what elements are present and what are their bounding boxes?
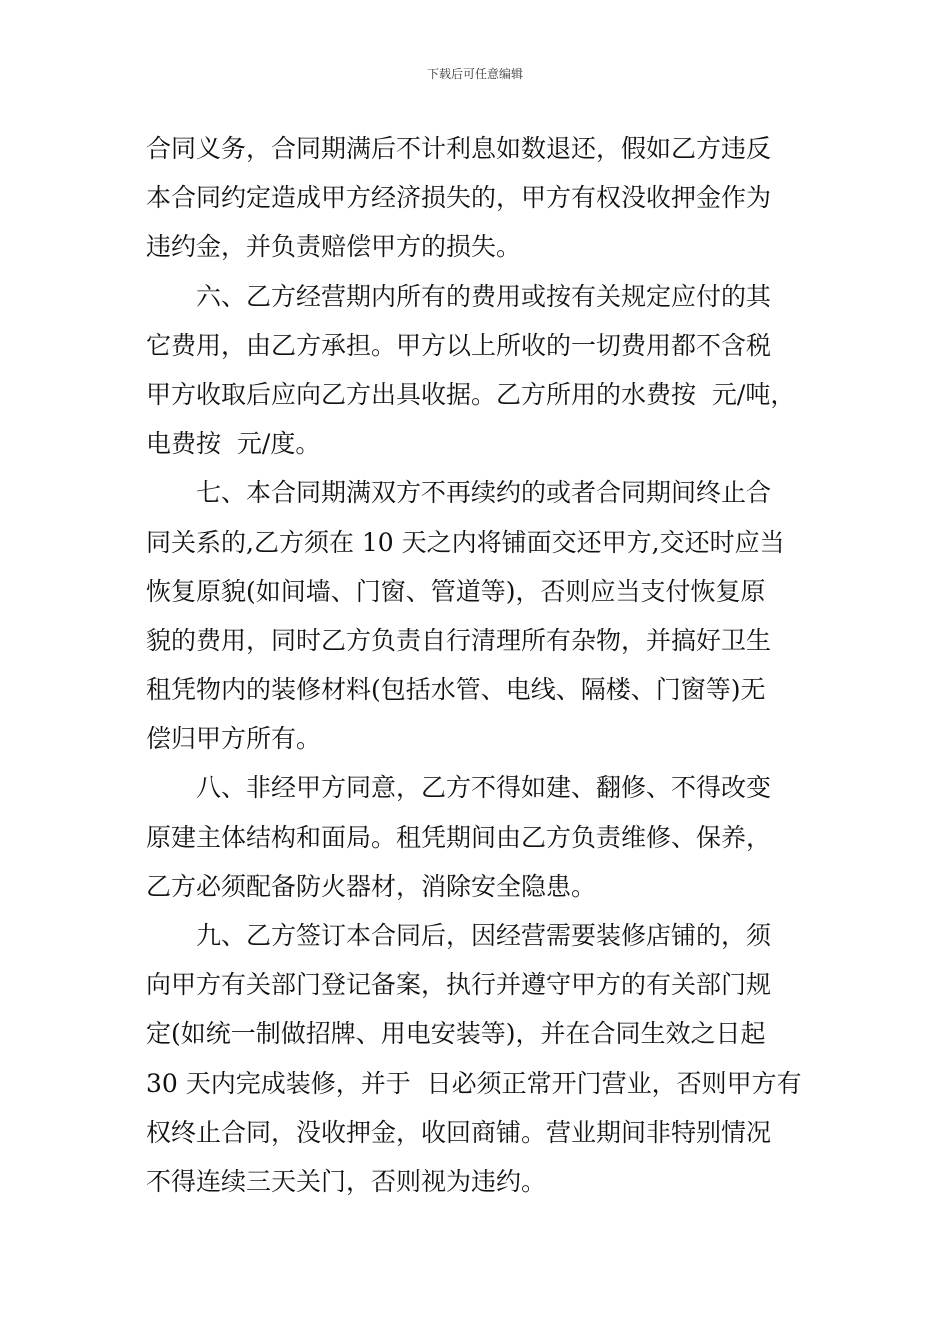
paragraph-line: 电费按 元/度。 <box>146 429 321 459</box>
clause-seven-heading-line: 七、本合同期满双方不再续约的或者合同期间终止合 <box>196 478 772 508</box>
paragraph-line: 原建主体结构和面局。租凭期间由乙方负责维修、保养， <box>146 822 772 852</box>
paragraph-line: 同关系的,乙方须在 10 天之内将铺面交还甲方,交还时应当 <box>146 527 785 557</box>
paragraph-line: 合同义务，合同期满后不计利息如数退还，假如乙方违反 <box>146 134 772 163</box>
paragraph-line: 乙方必须配备防火器材，消除安全隐患。 <box>146 871 597 901</box>
clause-nine-heading-line: 九、乙方签订本合同后，因经营需要装修店铺的，须 <box>196 921 772 950</box>
paragraph-line: 它费用，由乙方承担。甲方以上所收的一切费用都不含税 <box>146 330 772 360</box>
paragraph-line: 恢复原貌(如间墙、门窗、管道等)，否则应当支付恢复原 <box>146 576 766 606</box>
paragraph-line: 租凭物内的装修材料(包括水管、电线、隔楼、门窗等)无 <box>146 675 766 705</box>
paragraph-line: 向甲方有关部门登记备案，执行并遵守甲方的有关部门规 <box>146 970 772 1000</box>
paragraph-line: 30 天内完成装修，并于 日必须正常开门营业，否则甲方有 <box>146 1068 802 1098</box>
paragraph-line: 偿归甲方所有。 <box>146 724 322 754</box>
page-header: 下载后可任意编辑 <box>426 67 523 81</box>
paragraph-line: 本合同约定造成甲方经济损失的，甲方有权没收押金作为 <box>146 183 772 213</box>
paragraph-line: 定(如统一制做招牌、用电安装等)，并在合同生效之日起 <box>146 1019 766 1049</box>
clause-eight-heading-line: 八、非经甲方同意，乙方不得如建、翻修、不得改变 <box>196 773 772 803</box>
paragraph-line: 不得连续三天关门，否则视为违约。 <box>146 1166 547 1196</box>
paragraph-line: 甲方收取后应向乙方出具收据。乙方所用的水费按 元/吨， <box>146 379 796 409</box>
paragraph-line: 貌的费用，同时乙方负责自行清理所有杂物，并搞好卫生 <box>146 625 772 655</box>
contract-body <box>146 124 812 1206</box>
paragraph-line: 违约金，并负责赔偿甲方的损失。 <box>146 232 522 262</box>
clause-six-heading-line: 六、乙方经营期内所有的费用或按有关规定应付的其 <box>196 281 772 311</box>
paragraph-line: 权终止合同，没收押金，收回商铺。营业期间非特别情况 <box>146 1117 772 1147</box>
